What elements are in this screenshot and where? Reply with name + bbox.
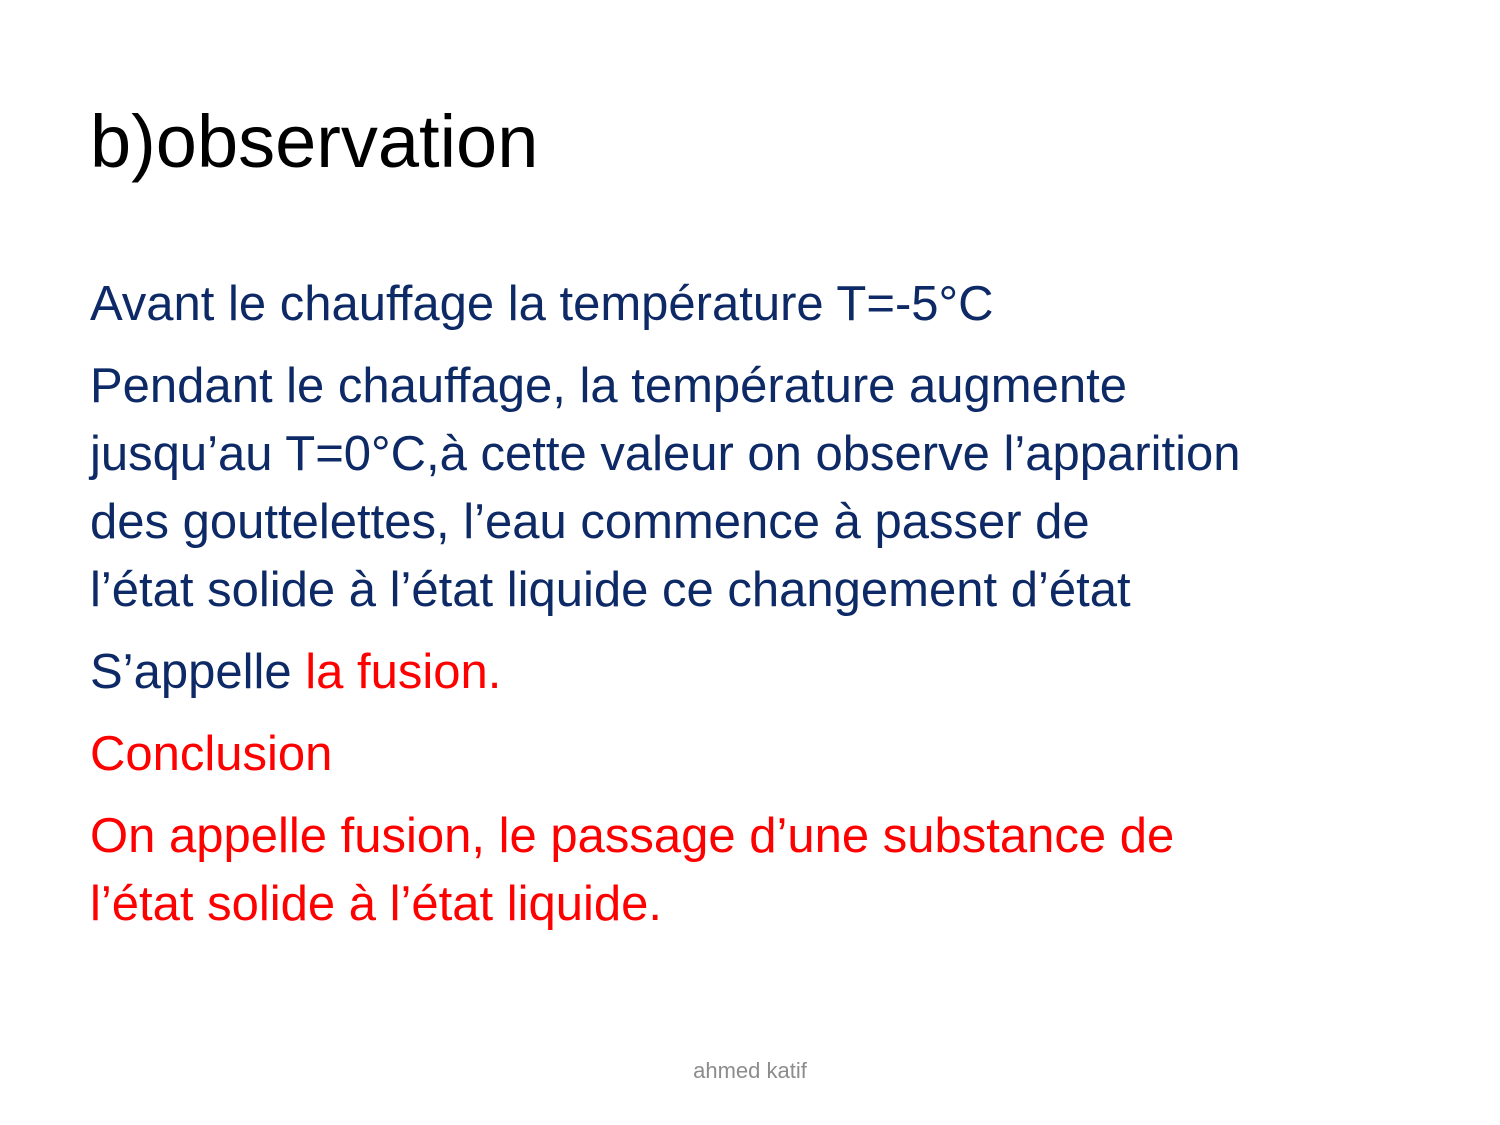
text-line: Pendant le chauffage, la température augmente [90, 359, 1127, 413]
text-line: des gouttelettes, l’eau commence à passer de [90, 495, 1090, 549]
paragraph-heating-observation [90, 352, 1450, 624]
paragraph-definition [90, 802, 1450, 938]
text-line: On appelle fusion, le passage d’une substance de [90, 809, 1175, 863]
slide-title: b)observation [90, 100, 539, 183]
slide-body [90, 270, 1450, 952]
text-line: jusqu’au T=0°C,à cette valeur on observe l’apparition [90, 427, 1241, 481]
text-line: Avant le chauffage la température T=-5°C [90, 277, 994, 331]
text-line [90, 638, 1450, 706]
conclusion-heading: Conclusion [90, 727, 333, 781]
paragraph-fusion-name [90, 638, 1450, 706]
text-line: l’état solide à l’état liquide ce changement d’état [90, 563, 1131, 617]
footer-author: ahmed katif [693, 1058, 807, 1083]
highlight-term: la fusion. [305, 645, 502, 699]
text-prefix: S’appelle [90, 645, 306, 699]
paragraph-conclusion-heading [90, 720, 1450, 788]
paragraph-initial-temperature [90, 270, 1450, 338]
text-line: l’état solide à l’état liquide. [90, 877, 663, 931]
